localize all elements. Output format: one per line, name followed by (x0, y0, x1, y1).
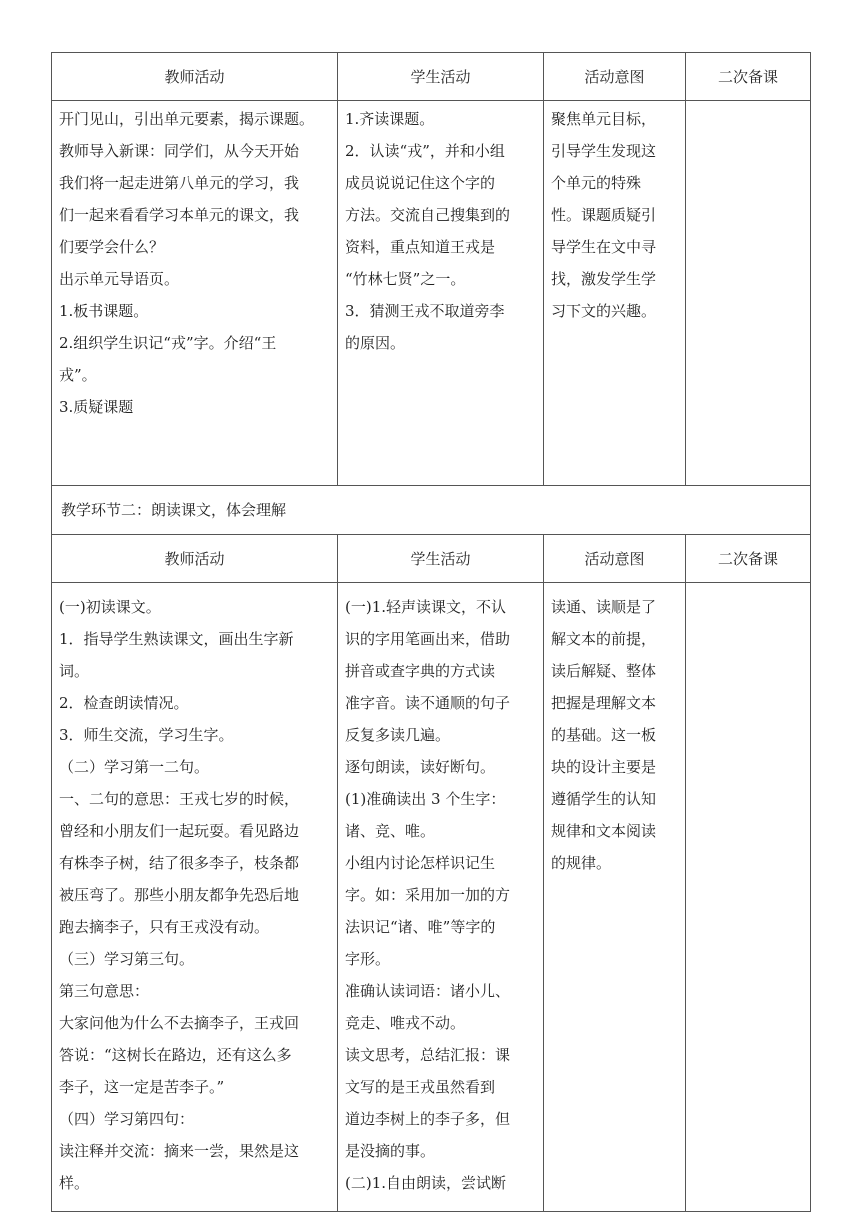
teacher-activity-cell-2 (52, 583, 338, 1212)
text-line: 道边李树上的李子多，但 (345, 1110, 511, 1128)
text-line: 读文思考，总结汇报：课 (345, 1046, 511, 1064)
header-activity-intent: 活动意图 (544, 53, 686, 101)
text-line: 答说：“这树长在路边，还有这么多 (59, 1046, 292, 1064)
text-line: “竹林七贤”之一。 (345, 270, 466, 288)
text-line: 3.质疑课题 (59, 398, 134, 416)
lesson-plan-table (51, 52, 811, 1212)
text-line: 引导学生发现这 (551, 142, 657, 160)
text-line: 块的设计主要是 (551, 758, 657, 776)
text-line: 被压弯了。那些小朋友都争先恐后地 (59, 886, 300, 904)
header-second-prep: 二次备课 (686, 53, 811, 101)
text-line: 有株李子树，结了很多李子，枝条都 (59, 854, 300, 872)
student-activity-cell-1 (338, 101, 544, 486)
text-line: 1.齐读课题。 (345, 110, 435, 128)
text-line: 2．认读“戎”，并和小组 (345, 142, 505, 160)
text-line: (一)1.轻声读课文，不认 (345, 598, 507, 616)
text-line: 出示单元导语页。 (59, 270, 180, 288)
text-line: 法识记“诸、唯”等字的 (345, 918, 496, 936)
text-line: 2．检查朗读情况。 (59, 694, 189, 712)
text-line: 诸、竞、唯。 (345, 822, 436, 840)
text-line: 教师导入新课：同学们，从今天开始 (59, 142, 300, 160)
text-line: (二)1.自由朗读，尝试断 (345, 1174, 507, 1192)
text-line: 把握是理解文本 (551, 694, 657, 712)
text-line: 逐句朗读，读好断句。 (345, 758, 496, 776)
activity-intent-text (551, 103, 678, 327)
text-line: 读通、读顺是了 (551, 598, 657, 616)
text-line: 小组内讨论怎样识记生 (345, 854, 496, 872)
text-line: 曾经和小朋友们一起玩耍。看见路边 (59, 822, 300, 840)
text-line: 聚焦单元目标， (551, 110, 657, 128)
text-line: （二）学习第一二句。 (59, 758, 210, 776)
text-line: 1．指导学生熟读课文，画出生字新 (59, 630, 294, 648)
text-line: 资料，重点知道王戎是 (345, 238, 496, 256)
text-line: 准字音。读不通顺的句子 (345, 694, 511, 712)
text-line: 个单元的特殊 (551, 174, 642, 192)
text-line: 读后解疑、整体 (551, 662, 657, 680)
text-line: 我们将一起走进第八单元的学习，我 (59, 174, 300, 192)
text-line: 字。如：采用加一加的方 (345, 886, 511, 904)
text-line: 的规律。 (551, 854, 612, 872)
section-row (52, 486, 811, 535)
text-line: 3．师生交流，学习生字。 (59, 726, 234, 744)
text-line: 们一起来看看学习本单元的课文，我 (59, 206, 300, 224)
text-line: 李子，这一定是苦李子。” (59, 1078, 225, 1096)
text-line: 性。课题质疑引 (551, 206, 657, 224)
text-line: (1)准确读出 3 个生字： (345, 790, 506, 808)
activity-intent-text (551, 591, 678, 879)
header-row-1 (52, 53, 811, 101)
text-line: 方法。交流自己搜集到的 (345, 206, 511, 224)
header-row-2 (52, 535, 811, 583)
text-line: 是没摘的事。 (345, 1142, 436, 1160)
text-line: 的基础。这一板 (551, 726, 657, 744)
text-line: 识的字用笔画出来，借助 (345, 630, 511, 648)
text-line: 反复多读几遍。 (345, 726, 451, 744)
text-line: (一)初读课文。 (59, 598, 161, 616)
text-line: （四）学习第四句： (59, 1110, 195, 1128)
content-row-1 (52, 101, 811, 486)
text-line: 1.板书课题。 (59, 302, 149, 320)
text-line: （三）学习第三句。 (59, 950, 195, 968)
text-line: 的原因。 (345, 334, 406, 352)
header-activity-intent: 活动意图 (544, 535, 686, 583)
header-student-activity: 学生活动 (338, 53, 544, 101)
header-teacher-activity: 教师活动 (52, 53, 338, 101)
text-line: 开门见山，引出单元要素，揭示课题。 (59, 110, 315, 128)
text-line: 遵循学生的认知 (551, 790, 657, 808)
text-line: 导学生在文中寻 (551, 238, 657, 256)
text-line: 竞走、唯戎不动。 (345, 1014, 466, 1032)
teacher-activity-text (59, 103, 330, 423)
text-line: 成员说说记住这个字的 (345, 174, 496, 192)
header-teacher-activity: 教师活动 (52, 535, 338, 583)
text-line: 规律和文本阅读 (551, 822, 657, 840)
text-line: 词。 (59, 662, 90, 680)
text-line: 跑去摘李子，只有王戎没有动。 (59, 918, 270, 936)
text-line: 3．猜测王戎不取道旁李 (345, 302, 505, 320)
text-line: 2.组织学生识记“戎”字。介绍“王 (59, 334, 277, 352)
header-second-prep: 二次备课 (686, 535, 811, 583)
text-line: 文写的是王戎虽然看到 (345, 1078, 496, 1096)
text-line: 大家问他为什么不去摘李子，王戎回 (59, 1014, 300, 1032)
content-row-2 (52, 583, 811, 1212)
text-line: 解文本的前提， (551, 630, 657, 648)
text-line: 找，激发学生学 (551, 270, 657, 288)
activity-intent-cell-2 (544, 583, 686, 1212)
header-student-activity: 学生活动 (338, 535, 544, 583)
student-activity-text (345, 103, 536, 359)
teacher-activity-text (59, 591, 330, 1199)
text-line: 拼音或查字典的方式读 (345, 662, 496, 680)
text-line: 们要学会什么？ (59, 238, 165, 256)
text-line: 戎”。 (59, 366, 97, 384)
text-line: 读注释并交流：摘来一尝，果然是这 (59, 1142, 300, 1160)
text-line: 第三句意思： (59, 982, 150, 1000)
activity-intent-cell-1 (544, 101, 686, 486)
text-line: 一、二句的意思：王戎七岁的时候， (59, 790, 300, 808)
text-line: 样。 (59, 1174, 90, 1192)
second-prep-cell-1 (686, 101, 811, 486)
student-activity-text (345, 591, 536, 1199)
text-line: 准确认读词语：诸小儿、 (345, 982, 511, 1000)
text-line: 习下文的兴趣。 (551, 302, 657, 320)
teacher-activity-cell-1 (52, 101, 338, 486)
text-line: 字形。 (345, 950, 391, 968)
second-prep-cell-2 (686, 583, 811, 1212)
student-activity-cell-2 (338, 583, 544, 1212)
section-title: 教学环节二：朗读课文，体会理解 (52, 486, 811, 535)
